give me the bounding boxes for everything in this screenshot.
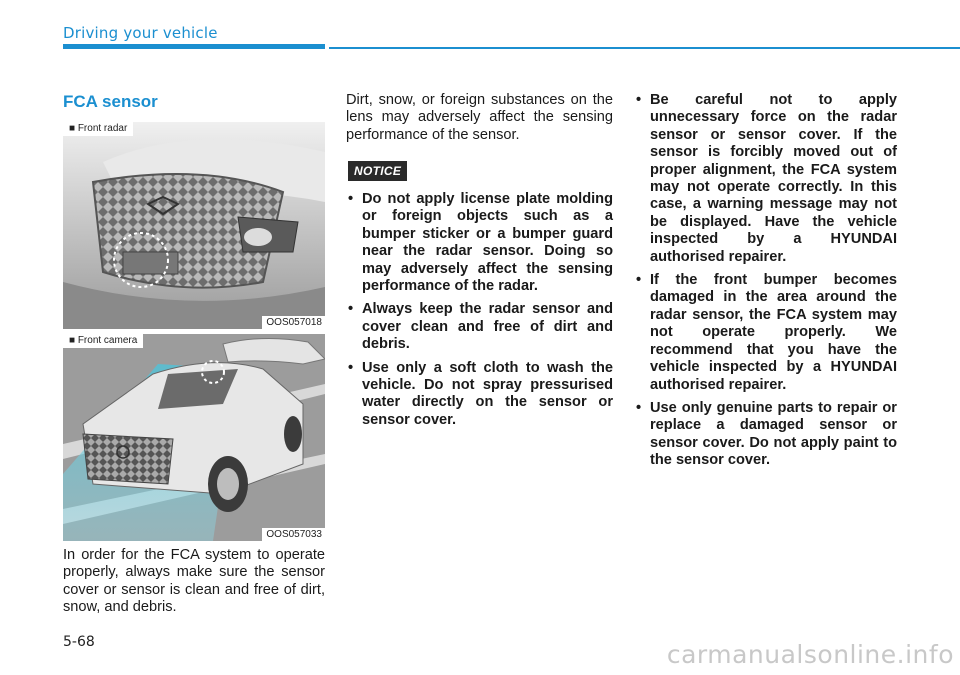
section-title: FCA sensor bbox=[63, 92, 158, 111]
front-radar-figure bbox=[63, 122, 325, 329]
notice-badge: NOTICE bbox=[348, 161, 407, 181]
front-radar-illustration bbox=[63, 122, 325, 329]
header-rule-thick bbox=[63, 44, 325, 49]
notice-item: • If the front bumper becomes damaged in the area around the radar sensor, the FCA system may not operate properly. We recommend that you have the vehicle inspected by a HYUNDAI authorised repairer. bbox=[634, 272, 897, 394]
notice-item: • Use only a soft cloth to wash the vehicle. Do not spray pressurised water directly on the sensor or sensor cover. bbox=[346, 360, 613, 430]
figure-code: OOS057033 bbox=[262, 528, 325, 541]
notice-list-column-1 bbox=[346, 191, 613, 435]
page-number: 5-68 bbox=[63, 634, 95, 650]
lens-paragraph: Dirt, snow, or foreign substances on the lens may adversely affect the sensing performance of the sensor. bbox=[346, 92, 613, 143]
figure-caption: ■ Front camera bbox=[63, 334, 143, 348]
notice-item: • Be careful not to apply unnecessary force on the radar sensor or sensor cover. If the sensor is forcibly moved out of proper alignment, the FCA system may not operate correctly. In this case, a warning message may not be displayed. Have the vehicle inspected by a HYUNDAI authorised repairer. bbox=[634, 92, 897, 266]
notice-list-column-2 bbox=[634, 92, 897, 476]
notice-item: • Do not apply license plate molding or foreign objects such as a bumper sticker or a bumper guard near the radar sensor. Doing so may adversely affect the sensing performance of the radar. bbox=[346, 191, 613, 295]
front-camera-figure bbox=[63, 334, 325, 541]
notice-item: • Use only genuine parts to repair or replace a damaged sensor or sensor cover. Do not apply paint to the sensor cover. bbox=[634, 400, 897, 470]
figure-code: OOS057018 bbox=[262, 316, 325, 329]
intro-paragraph: In order for the FCA system to operate properly, always make sure the sensor cover or sensor is clean and free of dirt, snow, and debris. bbox=[63, 547, 325, 616]
running-header: Driving your vehicle bbox=[63, 24, 218, 42]
watermark: carmanualsonline.info bbox=[666, 640, 954, 669]
front-camera-illustration bbox=[63, 334, 325, 541]
notice-item: • Always keep the radar sensor and cover clean and free of dirt and debris. bbox=[346, 301, 613, 353]
header-rule-thin bbox=[329, 47, 960, 49]
figure-caption: ■ Front radar bbox=[63, 122, 133, 136]
